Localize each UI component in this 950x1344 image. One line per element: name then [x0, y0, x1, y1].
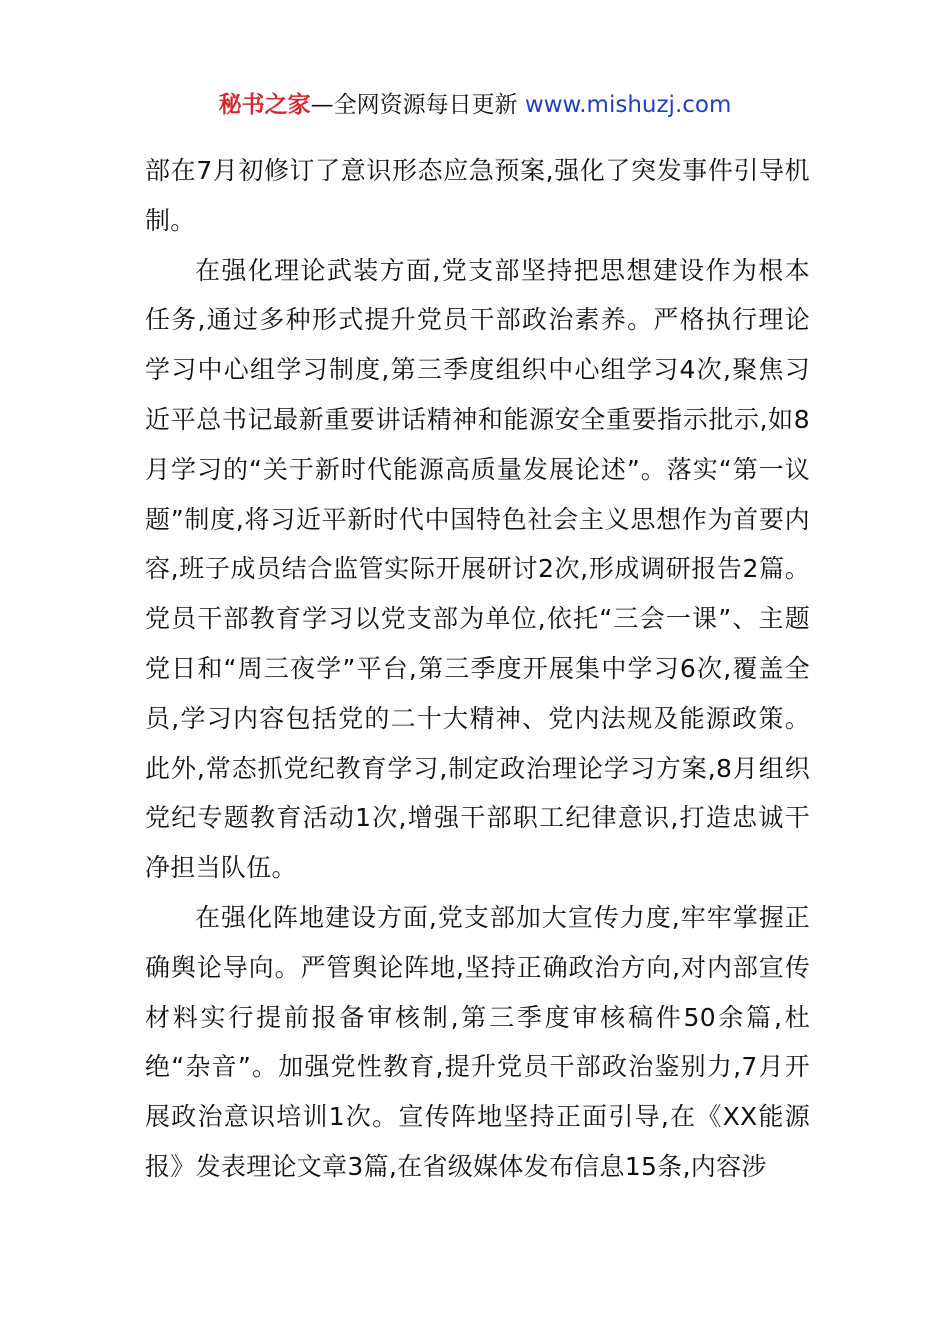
site-tagline: —全网资源每日更新 — [310, 92, 525, 118]
paragraph-theory-armament: 在强化理论武装方面,党支部坚持把思想建设作为根本任务,通过多种形式提升党员干部政治素养。严格执行理论学习中心组学习制度,第三季度组织中心组学习4次,聚焦习近平总书记最新重要讲话精神和能源安全重要指示批示,如8月学习的“关于新时代能源高质量发展论述”。落实“第一议题”制度,将习近平新时代中国特色社会主义思想作为首要内容,班子成员结合监管实际开展研讨2次,形成调研报告2篇。党员干部教育学习以党支部为单位,依托“三会一课”、主题党日和“周三夜学”平台,第三季度开展集中学习6次,覆盖全员,学习内容包括党的二十大精神、党内法规及能源政策。此外,常态抓党纪教育学习,制定政治理论学习方案,8月组织党纪专题教育活动1次,增强干部职工纪律意识,打造忠诚干净担当队伍。 — [145, 255, 810, 883]
paragraph-position-building: 在强化阵地建设方面,党支部加大宣传力度,牢牢掌握正确舆论导向。严管舆论阵地,坚持正确政治方向,对内部宣传材料实行提前报备审核制,第三季度审核稿件50余篇,杜绝“杂音”。加强党性教育,提升党员干部政治鉴别力,7月开展政治意识培训1次。宣传阵地坚持正面引导,在《XX能源报》发表理论文章3篇,在省级媒体发布信息15条,内容涉 — [145, 902, 810, 1181]
site-url-link[interactable]: www.mishuzj.com — [524, 92, 732, 118]
site-header — [0, 88, 950, 122]
site-brand: 秘书之家 — [218, 92, 311, 118]
paragraph-continued: 部在7月初修订了意识形态应急预案,强化了突发事件引导机制。 — [145, 156, 810, 235]
document-body — [145, 146, 810, 1192]
